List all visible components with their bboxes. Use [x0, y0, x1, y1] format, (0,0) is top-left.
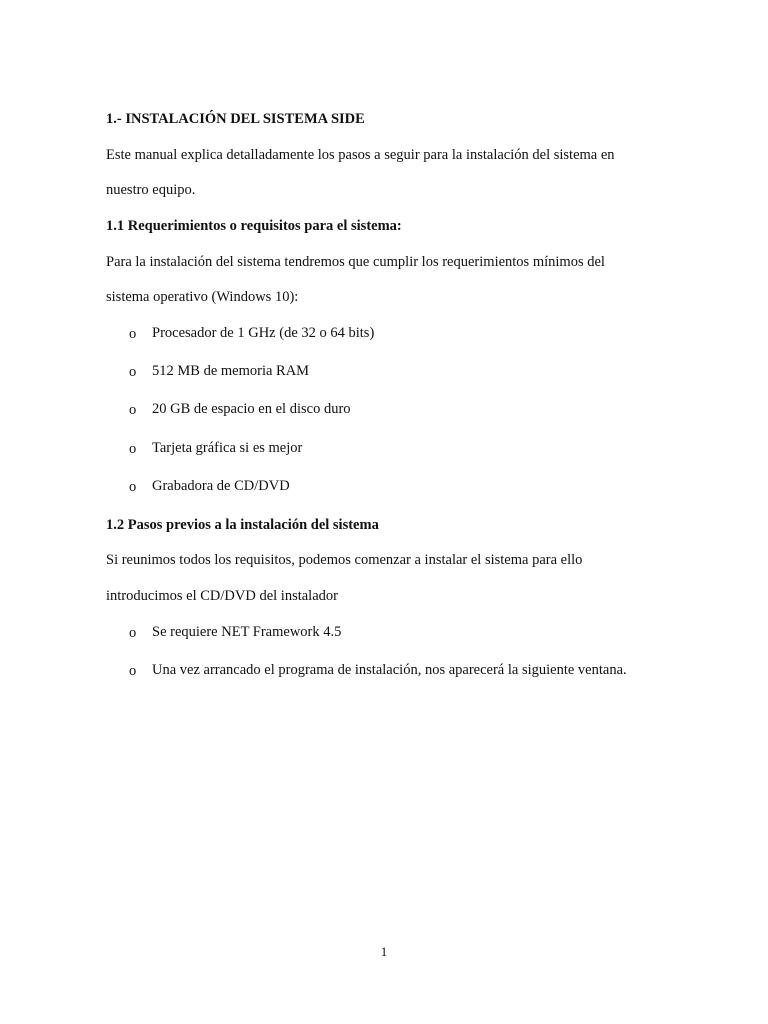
bullet-marker: o	[129, 479, 137, 495]
requirements-paragraph-line-2: sistema operativo (Windows 10):	[106, 289, 299, 305]
section-heading-1-1: 1.1 Requerimientos o requisitos para el sistema:	[106, 218, 402, 234]
bullet-marker: o	[129, 663, 137, 679]
steps-paragraph-line-2: introducimos el CD/DVD del instalador	[106, 588, 338, 604]
bullet-marker: o	[129, 364, 137, 380]
intro-paragraph-line-2: nuestro equipo.	[106, 182, 196, 198]
list-item-step: Una vez arrancado el programa de instalación, nos aparecerá la siguiente ventana.	[152, 662, 627, 678]
requirements-paragraph-line-1: Para la instalación del sistema tendremos que cumplir los requerimientos mínimos del	[106, 254, 605, 270]
list-item-requirement: Tarjeta gráfica si es mejor	[152, 440, 303, 456]
bullet-marker: o	[129, 441, 137, 457]
bullet-marker: o	[129, 625, 137, 641]
section-heading-1-2: 1.2 Pasos previos a la instalación del sistema	[106, 517, 379, 533]
list-item-requirement: 20 GB de espacio en el disco duro	[152, 401, 351, 417]
section-heading-1: 1.- INSTALACIÓN DEL SISTEMA SIDE	[106, 111, 365, 127]
bullet-marker: o	[129, 402, 137, 418]
list-item-requirement: 512 MB de memoria RAM	[152, 363, 310, 379]
list-item-step: Se requiere NET Framework 4.5	[152, 624, 342, 640]
page-number: 1	[380, 944, 388, 959]
list-item-requirement: Grabadora de CD/DVD	[152, 478, 290, 494]
list-item-requirement: Procesador de 1 GHz (de 32 o 64 bits)	[152, 325, 375, 341]
intro-paragraph-line-1: Este manual explica detalladamente los pasos a seguir para la instalación del sistema en	[106, 147, 615, 163]
bullet-marker: o	[129, 326, 137, 342]
steps-paragraph-line-1: Si reunimos todos los requisitos, podemos comenzar a instalar el sistema para ello	[106, 552, 583, 568]
